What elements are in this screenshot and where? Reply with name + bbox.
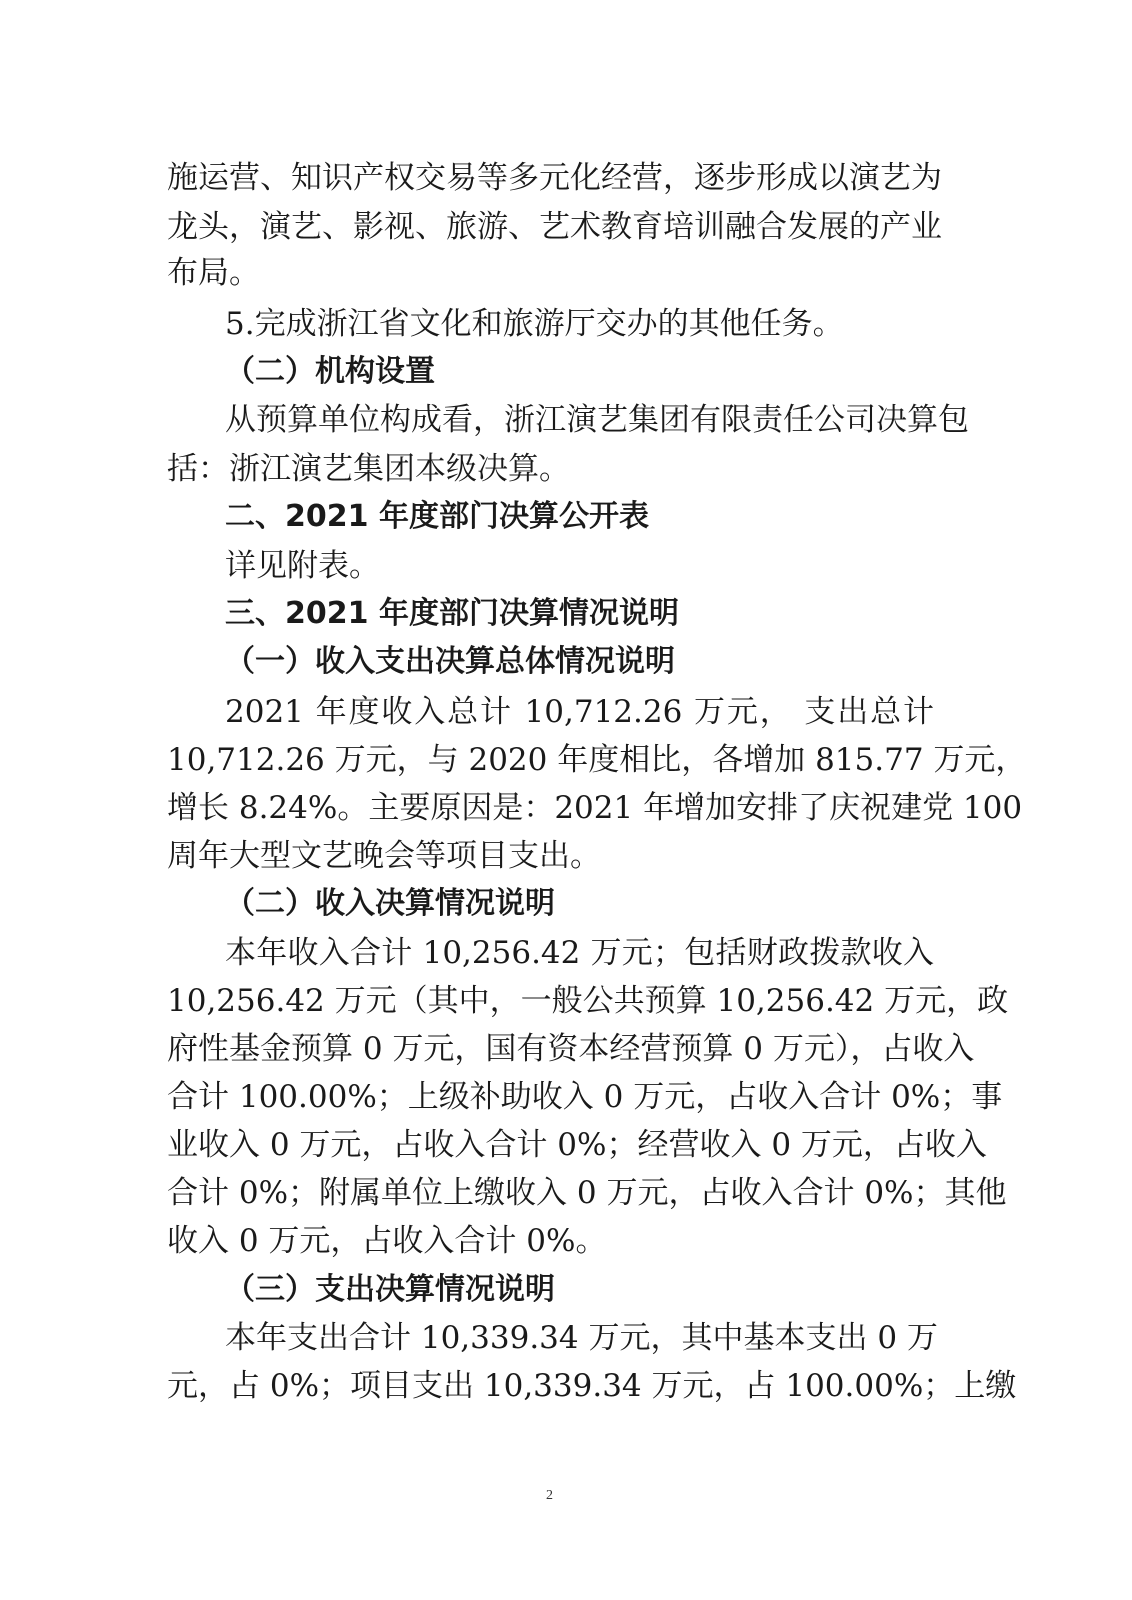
section-subheading: （一）收入支出决算总体情况说明 — [225, 644, 675, 679]
body-text-line: 施运营、知识产权交易等多元化经营，逐步形成以演艺为 — [167, 160, 942, 196]
body-text-line: 本年支出合计 10,339.34 万元，其中基本支出 0 万 — [225, 1320, 938, 1356]
section-subheading: （二）收入决算情况说明 — [225, 886, 555, 921]
body-text-line: 本年收入合计 10,256.42 万元；包括财政拨款收入 — [225, 935, 934, 971]
body-text-line: 布局。 — [167, 255, 260, 291]
body-text-line: 合计 100.00%；上级补助收入 0 万元，占收入合计 0%；事 — [167, 1079, 1003, 1115]
body-text-line: 元，占 0%；项目支出 10,339.34 万元，占 100.00%；上缴 — [167, 1368, 1017, 1404]
body-text-line: 详见附表。 — [225, 548, 380, 584]
body-text-line: 收入 0 万元，占收入合计 0%。 — [167, 1223, 607, 1259]
body-text-line: 10,712.26 万元，与 2020 年度相比，各增加 815.77 万元， — [167, 742, 1027, 778]
section-subheading: （二）机构设置 — [225, 354, 435, 389]
section-heading: 三、2021 年度部门决算情况说明 — [225, 596, 679, 631]
body-text-line: 业收入 0 万元，占收入合计 0%；经营收入 0 万元，占收入 — [167, 1127, 987, 1163]
body-text-line: 2021 年度收入总计 10,712.26 万元， 支出总计 — [225, 694, 934, 730]
section-subheading: （三）支出决算情况说明 — [225, 1272, 555, 1307]
body-text-line: 10,256.42 万元（其中，一般公共预算 10,256.42 万元，政 — [167, 983, 1009, 1019]
body-text-line: 增长 8.24%。主要原因是：2021 年增加安排了庆祝建党 100 — [167, 790, 1023, 826]
body-text-line: 合计 0%；附属单位上缴收入 0 万元，占收入合计 0%；其他 — [167, 1175, 1007, 1211]
body-text-line: 括：浙江演艺集团本级决算。 — [167, 451, 570, 487]
section-heading: 二、2021 年度部门决算公开表 — [225, 499, 649, 534]
page-number: 2 — [546, 1488, 553, 1503]
body-text-line: 从预算单位构成看，浙江演艺集团有限责任公司决算包 — [225, 402, 969, 438]
list-item: 5.完成浙江省文化和旅游厅交办的其他任务。 — [225, 306, 844, 342]
body-text-line: 府性基金预算 0 万元，国有资本经营预算 0 万元），占收入 — [167, 1031, 975, 1067]
body-text-line: 龙头，演艺、影视、旅游、艺术教育培训融合发展的产业 — [167, 209, 942, 245]
body-text-line: 周年大型文艺晚会等项目支出。 — [167, 838, 601, 874]
